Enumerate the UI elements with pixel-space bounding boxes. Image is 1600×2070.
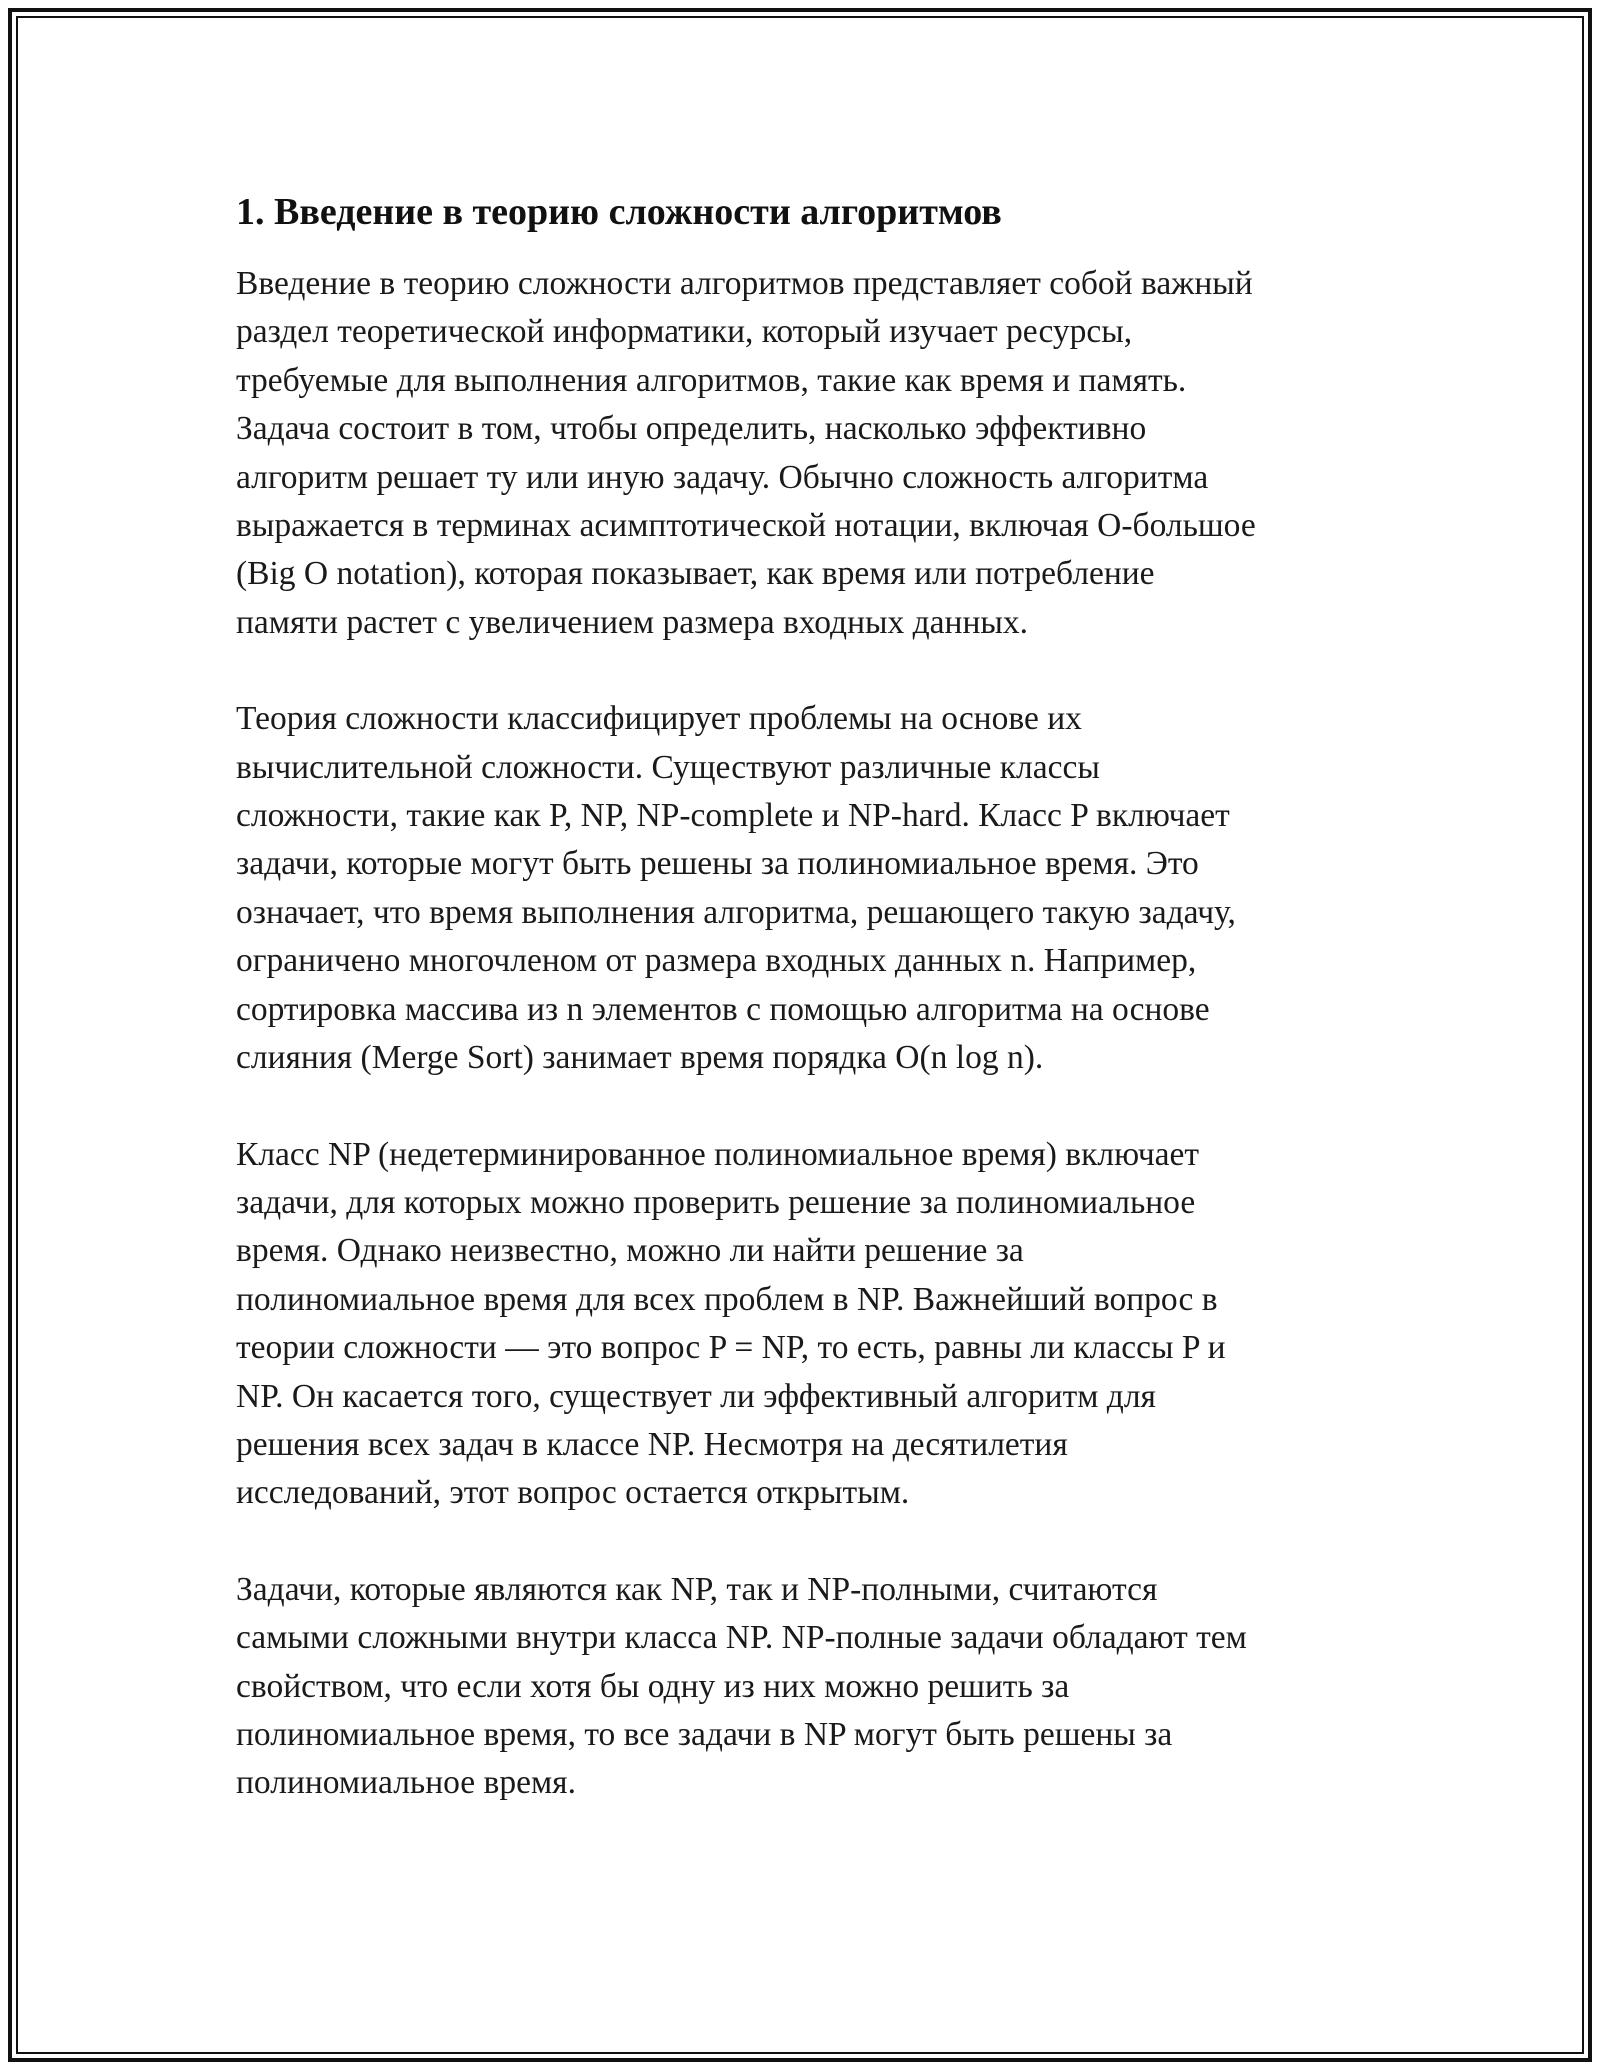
text-line: алгоритм решает ту или иную задачу. Обычно сложность алгоритма bbox=[236, 458, 1209, 496]
text-line: слияния (Merge Sort) занимает время порядка O(n log n). bbox=[236, 1039, 1044, 1077]
text-line: время. Однако неизвестно, можно ли найти решение за bbox=[236, 1232, 1024, 1270]
text-line: раздел теоретической информатики, который изучает ресурсы, bbox=[236, 313, 1133, 351]
section-heading: 1. Введение в теорию сложности алгоритмов bbox=[236, 191, 1002, 233]
text-line: свойством, что если хотя бы одну из них можно решить за bbox=[236, 1667, 1070, 1705]
text-line: полиномиальное время. bbox=[236, 1764, 576, 1802]
paragraph-np-complete bbox=[236, 1566, 1376, 1808]
paragraph-complexity-classes bbox=[236, 695, 1376, 1082]
text-line: Теория сложности классифицирует проблемы на основе их bbox=[236, 700, 1082, 738]
text-line: Задача состоит в том, чтобы определить, насколько эффективно bbox=[236, 410, 1147, 448]
text-line: Введение в теорию сложности алгоритмов представляет собой важный bbox=[236, 265, 1253, 302]
text-line: (Big O notation), которая показывает, как время или потребление bbox=[236, 555, 1155, 593]
document-body bbox=[236, 182, 1376, 1856]
text-line: Класс NP (недетерминированное полиномиальное время) включает bbox=[236, 1135, 1200, 1173]
paragraph-intro bbox=[236, 260, 1376, 647]
text-line: NP. Он касается того, существует ли эффективный алгоритм для bbox=[236, 1377, 1156, 1415]
text-line: сортировка массива из n элементов с помощью алгоритма на основе bbox=[236, 990, 1210, 1028]
text-line: исследований, этот вопрос остается открытым. bbox=[236, 1474, 910, 1512]
text-line: означает, что время выполнения алгоритма, решающего такую задачу, bbox=[236, 893, 1236, 931]
text-line: полиномиальное время, то все задачи в NP могут быть решены за bbox=[236, 1715, 1173, 1753]
text-line: самыми сложными внутри класса NP. NP-полные задачи обладают тем bbox=[236, 1619, 1247, 1657]
text-line: требуемые для выполнения алгоритмов, такие как время и память. bbox=[236, 361, 1187, 399]
text-line: решения всех задач в классе NP. Несмотря на десятилетия bbox=[236, 1425, 1068, 1463]
text-line: ограничено многочленом от размера входных данных n. Например, bbox=[236, 942, 1197, 980]
text-line: памяти растет с увеличением размера входных данных. bbox=[236, 603, 1029, 641]
text-line: полиномиальное время для всех проблем в NP. Важнейший вопрос в bbox=[236, 1280, 1218, 1318]
text-line: выражается в терминах асимптотической нотации, включая O-большое bbox=[236, 507, 1256, 545]
text-line: Задачи, которые являются как NP, так и NP-полными, считаются bbox=[236, 1570, 1158, 1608]
text-line: теории сложности — это вопрос P = NP, то есть, равны ли классы P и bbox=[236, 1329, 1226, 1367]
text-line: сложности, такие как P, NP, NP-complete и NP-hard. Класс P включает bbox=[236, 797, 1230, 835]
text-line: вычислительной сложности. Существуют различные классы bbox=[236, 748, 1100, 786]
paragraph-np-class bbox=[236, 1131, 1376, 1518]
text-line: задачи, которые могут быть решены за полиномиальное время. Это bbox=[236, 845, 1199, 883]
text-line: задачи, для которых можно проверить решение за полиномиальное bbox=[236, 1183, 1196, 1221]
